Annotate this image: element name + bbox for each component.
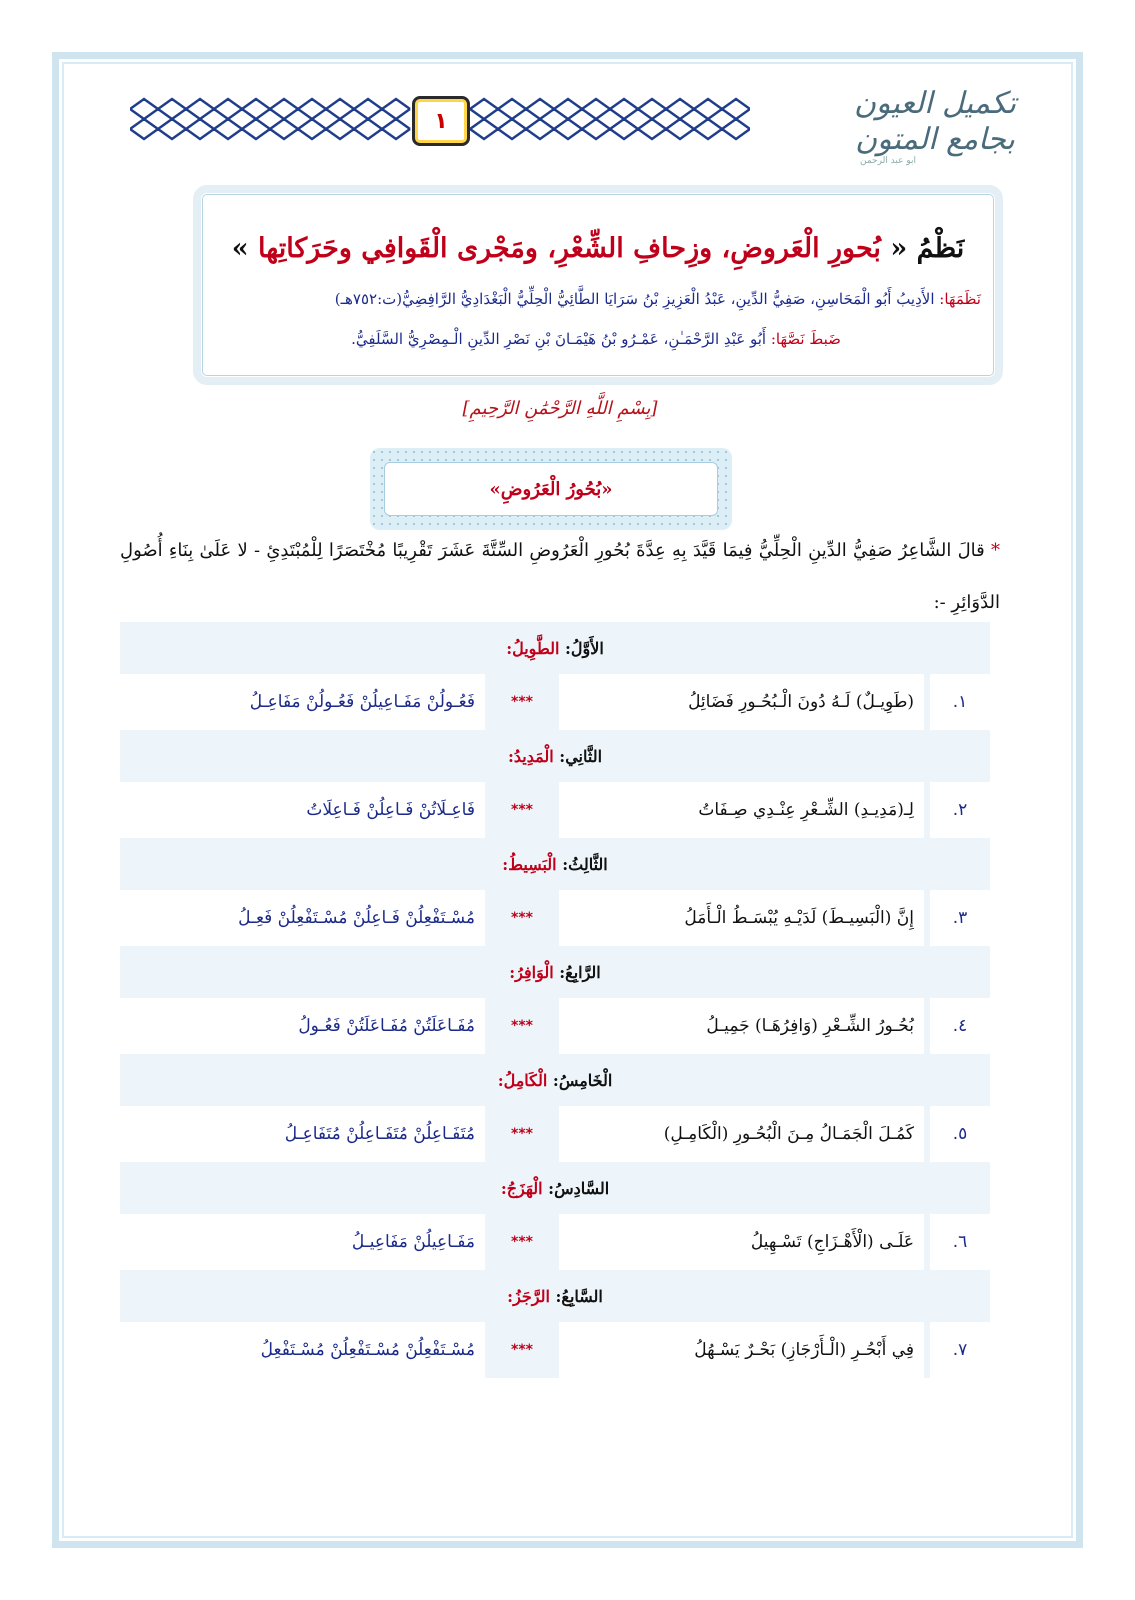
title-highlight: بُحورِ الْعَروضِ، وزِحافِ الشِّعْرِ، ومَجْرى الْقَوافِي وحَرَكاتِها	[258, 233, 881, 264]
verse-meter: فَاعِـلَاتُنْ فَـاعِلُنْ فَـاعِلَاتُ	[120, 782, 485, 838]
section-name: الْمَدِيدُ:	[507, 746, 554, 766]
verse-separator: ***	[511, 1234, 533, 1250]
section-ordinal: السَّابِعُ:	[555, 1286, 603, 1306]
verse-first-hemistich: عَلَـى (الْأَهْـزَاجِ) تَسْـهِيلُ	[559, 1214, 924, 1270]
section-name: الْبَسِيطُ:	[502, 854, 557, 874]
section-header-box	[370, 448, 732, 530]
section-row-4	[120, 946, 990, 998]
brand-line-3: ابو عبد الرحمن	[860, 156, 917, 166]
verse-meter: مَفَـاعِيلُنْ مَفَاعِيـلُ	[120, 1214, 485, 1270]
title-suffix: »	[231, 233, 249, 264]
section-name: الطَّوِيلُ:	[506, 638, 560, 658]
intro-text: قالَ الشَّاعِرُ صَفِيُّ الدِّينِ الْحِلِّيُّ فِيمَا قَيَّدَ بِهِ عِدَّةَ بُحُورِ الْعَرُوضِ السِّتَّةَ عَشَرَ تَقْرِيبًا مُخْتَصَرًا لِلْمُبْتَدِئِ - لا عَلَىٰ بِنَاءِ أُصُولِ الدَّوَائِرِ -:	[120, 540, 1000, 613]
verse-number: ٣.	[930, 890, 990, 946]
verse-separator: ***	[511, 1342, 533, 1358]
poem-title	[201, 233, 995, 264]
page-number-badge: ١	[412, 96, 470, 146]
verse-row-4	[120, 998, 990, 1054]
verse-row-3	[120, 890, 990, 946]
section-name: الْوَافِرُ:	[509, 962, 554, 982]
author-label: نَظَمَهَا:	[939, 290, 981, 308]
verse-first-hemistich: (طَوِيـلٌ) لَـهُ دُونَ الْـبُحُـورِ فَضَائِلُ	[559, 674, 924, 730]
verse-number: ١.	[930, 674, 990, 730]
verse-meter: مُتَفَـاعِلُنْ مُتَفَـاعِلُنْ مُتَفَاعِـلُ	[120, 1106, 485, 1162]
editor-line	[211, 330, 981, 348]
author-text: الأَدِيبُ أَبُو الْمَحَاسِنِ، صَفِيُّ الدِّينِ، عَبْدُ الْعَزِيزِ بْنُ سَرَايَا الطَّائِيُّ الْحِلِّيُّ الْبَغْدَادِيُّ الرَّافِضِيُّ(ت:٧٥٢هـ)	[334, 290, 935, 308]
editor-label: ضَبطَ نَصَّهَا:	[770, 330, 841, 348]
section-row-5	[120, 1054, 990, 1106]
section-ordinal: الرَّابِعُ:	[559, 962, 601, 982]
section-ordinal: الثَّانِي:	[559, 746, 603, 766]
star-icon: *	[990, 540, 1000, 561]
verse-separator: ***	[511, 1126, 533, 1142]
verse-number: ٦.	[930, 1214, 990, 1270]
verse-meter: مُفَـاعَلَتُنْ مُفَـاعَلَتُنْ فَعُـولُ	[120, 998, 485, 1054]
brand-line-2: بجامع المتون	[855, 122, 1015, 157]
section-ordinal: الْخَامِسُ:	[552, 1070, 613, 1090]
section-row-3	[120, 838, 990, 890]
verse-number: ٤.	[930, 998, 990, 1054]
verse-row-7	[120, 1322, 990, 1378]
verse-number: ٧.	[930, 1322, 990, 1378]
verse-row-2	[120, 782, 990, 838]
verse-first-hemistich: بُحُـورُ الشِّـعْرِ (وَافِرُهَـا) جَمِيـلُ	[559, 998, 924, 1054]
verse-separator: ***	[511, 1018, 533, 1034]
section-row-7	[120, 1270, 990, 1322]
verse-row-5	[120, 1106, 990, 1162]
intro-paragraph	[120, 525, 1000, 629]
basmala: [بِسْمِ اللَّهِ الرَّحْمَٰنِ الرَّحِيمِ]	[462, 398, 658, 419]
verse-meter: مُسْـتَفْعِلُنْ مُسْـتَفْعِلُنْ مُسْـتَفْعِلُ	[120, 1322, 485, 1378]
verse-first-hemistich: فِي أَبْحُـرِ (الْـأَرْجَازِ) بَحْـرٌ يَسْـهُلُ	[559, 1322, 924, 1378]
verse-meter: فَعُـولُنْ مَفَـاعِيلُنْ فَعُـولُنْ مَفَاعِـلُ	[120, 674, 485, 730]
section-row-2	[120, 730, 990, 782]
section-name: الْكَامِلُ:	[497, 1070, 548, 1090]
section-title: «بُحُورُ الْعَرُوضِ»	[384, 462, 718, 516]
verse-separator: ***	[511, 910, 533, 926]
brand-line-1: تكميل العيون	[853, 86, 1017, 121]
poem-table	[120, 622, 990, 1378]
verse-first-hemistich: كَمُـلَ الْجَمَـالُ مِـنَ الْبُحُـورِ (الْكَامِـلِ)	[559, 1106, 924, 1162]
section-row-6	[120, 1162, 990, 1214]
author-line	[211, 290, 981, 308]
brand-logo	[850, 85, 1020, 170]
page-header	[120, 80, 1020, 175]
section-ordinal: الثَّالِثُ:	[562, 854, 608, 874]
section-name: الرَّجَزُ:	[507, 1286, 550, 1306]
verse-separator: ***	[511, 802, 533, 818]
verse-first-hemistich: لِـ(مَدِيـدِ) الشِّـعْرِ عِنْـدِي صِـفَاتُ	[559, 782, 924, 838]
verse-meter: مُسْـتَفْعِلُنْ فَـاعِلُنْ مُسْـتَفْعِلُنْ فَعِـلُ	[120, 890, 485, 946]
editor-text: أَبُو عَبْدِ الرَّحْمَـٰنِ، عَمْـرُو بْنُ هَيْمَـانَ بْنِ نَصْرِ الدِّينِ الْـمِصْرِيُّ السَّلَفِيُّ.	[351, 330, 767, 348]
section-row-1	[120, 622, 990, 674]
section-name: الْهَزَجُ:	[500, 1178, 543, 1198]
section-ordinal: الأَوَّلُ:	[564, 638, 604, 658]
verse-row-6	[120, 1214, 990, 1270]
title-box	[193, 185, 1003, 385]
title-prefix: نَظْمُ «	[890, 233, 965, 264]
verse-first-hemistich: إِنَّ (الْبَسِيـطَ) لَدَيْـهِ يُبْسَـطُ الْـأَمَلُ	[559, 890, 924, 946]
verse-number: ٢.	[930, 782, 990, 838]
verse-separator: ***	[511, 694, 533, 710]
verse-row-1	[120, 674, 990, 730]
verse-number: ٥.	[930, 1106, 990, 1162]
section-ordinal: السَّادِسُ:	[548, 1178, 610, 1198]
